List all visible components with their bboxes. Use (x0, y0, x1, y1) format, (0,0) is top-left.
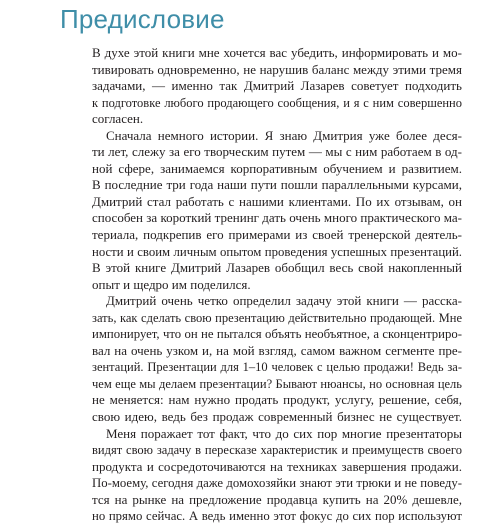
text-line: По-моему, сегодня даже домохозяйки знают эти трюки и не поведу- (92, 476, 462, 491)
text-line: не меняется: нам нужно продать продукт, услугу, решение, себя, (92, 392, 462, 408)
text-line: териала, подкрепив его примерами из своей тренерской деятель- (92, 227, 462, 243)
text-line: тся на рынке на предложение продавца купить на 20% дешевле, (92, 491, 462, 507)
text-line: свою идею, ведь без продаж современный бизнес не существует. (92, 409, 462, 425)
text-line: видят свою задачу в пересказе характеристик и преимуществ своего (92, 443, 462, 458)
text-line: к подготовке любого продающего сообщения, и я с ним совершенно (92, 95, 462, 110)
text-line: чем еще мы делаем презентации? Бывают нюансы, но основная цель (92, 376, 462, 391)
paragraph (92, 293, 462, 425)
paragraph (92, 426, 462, 525)
text-line: ности и своим личным опытом проведения успешных презентаций. (92, 244, 462, 259)
body-text (92, 45, 462, 525)
text-line: В последние три года наши пути пошли параллельными курсами, (92, 177, 462, 193)
text-line: зать, как сделать свою презентацию действительно продающей. Мне (92, 310, 462, 325)
text-line: продукта и сосредоточиваются на техниках завершения продажи. (92, 458, 462, 474)
page-title: Предисловие (60, 4, 225, 34)
text-line: способен за короткий тренинг дать очень много практического ма- (92, 210, 462, 226)
text-line: Меня поражает тот факт, что до сих пор многие презентаторы (106, 425, 462, 441)
paragraph (92, 128, 462, 293)
text-line: тивировать одновременно, не нарушив баланс между этими тремя (92, 61, 462, 77)
text-line: ти лет, слежу за его творческим путем — мы с ним работаем в од- (92, 144, 462, 160)
text-line: задачами, — именно так Дмитрий Лазарев советует подходить (92, 78, 462, 94)
paragraph (92, 45, 462, 128)
text-line: Сначала немного истории. Я знаю Дмитрия уже более деся- (106, 127, 462, 143)
text-line: В этой книге Дмитрий Лазарев обобщил весь свой накопленный (92, 260, 462, 276)
text-line: импонирует, что он не пытался объять необъятное, а сконцентриро- (92, 327, 462, 342)
text-line: согласен. (92, 111, 144, 127)
text-line: зентаций. Презентации для 1–10 человек с целью продажи! Ведь за- (92, 360, 462, 375)
text-line: опыт и щедро им поделился. (92, 276, 251, 292)
text-line: Дмитрий стал работать с нашими клиентами. По их отзывам, он (92, 193, 462, 209)
text-line: но прямо сейчас. А ведь именно этот фокус до сих пор используют (92, 509, 462, 524)
text-line: вал на очень узком и, на мой взгляд, самом важном сегменте пре- (92, 342, 462, 358)
text-line: В духе этой книги мне хочется вас убедить, информировать и мо- (92, 45, 462, 60)
text-line: ной сфере, занимаемся корпоративным обучением и развитием. (92, 160, 462, 176)
text-line: Дмитрий очень четко определил задачу этой книги — расска- (106, 293, 462, 309)
